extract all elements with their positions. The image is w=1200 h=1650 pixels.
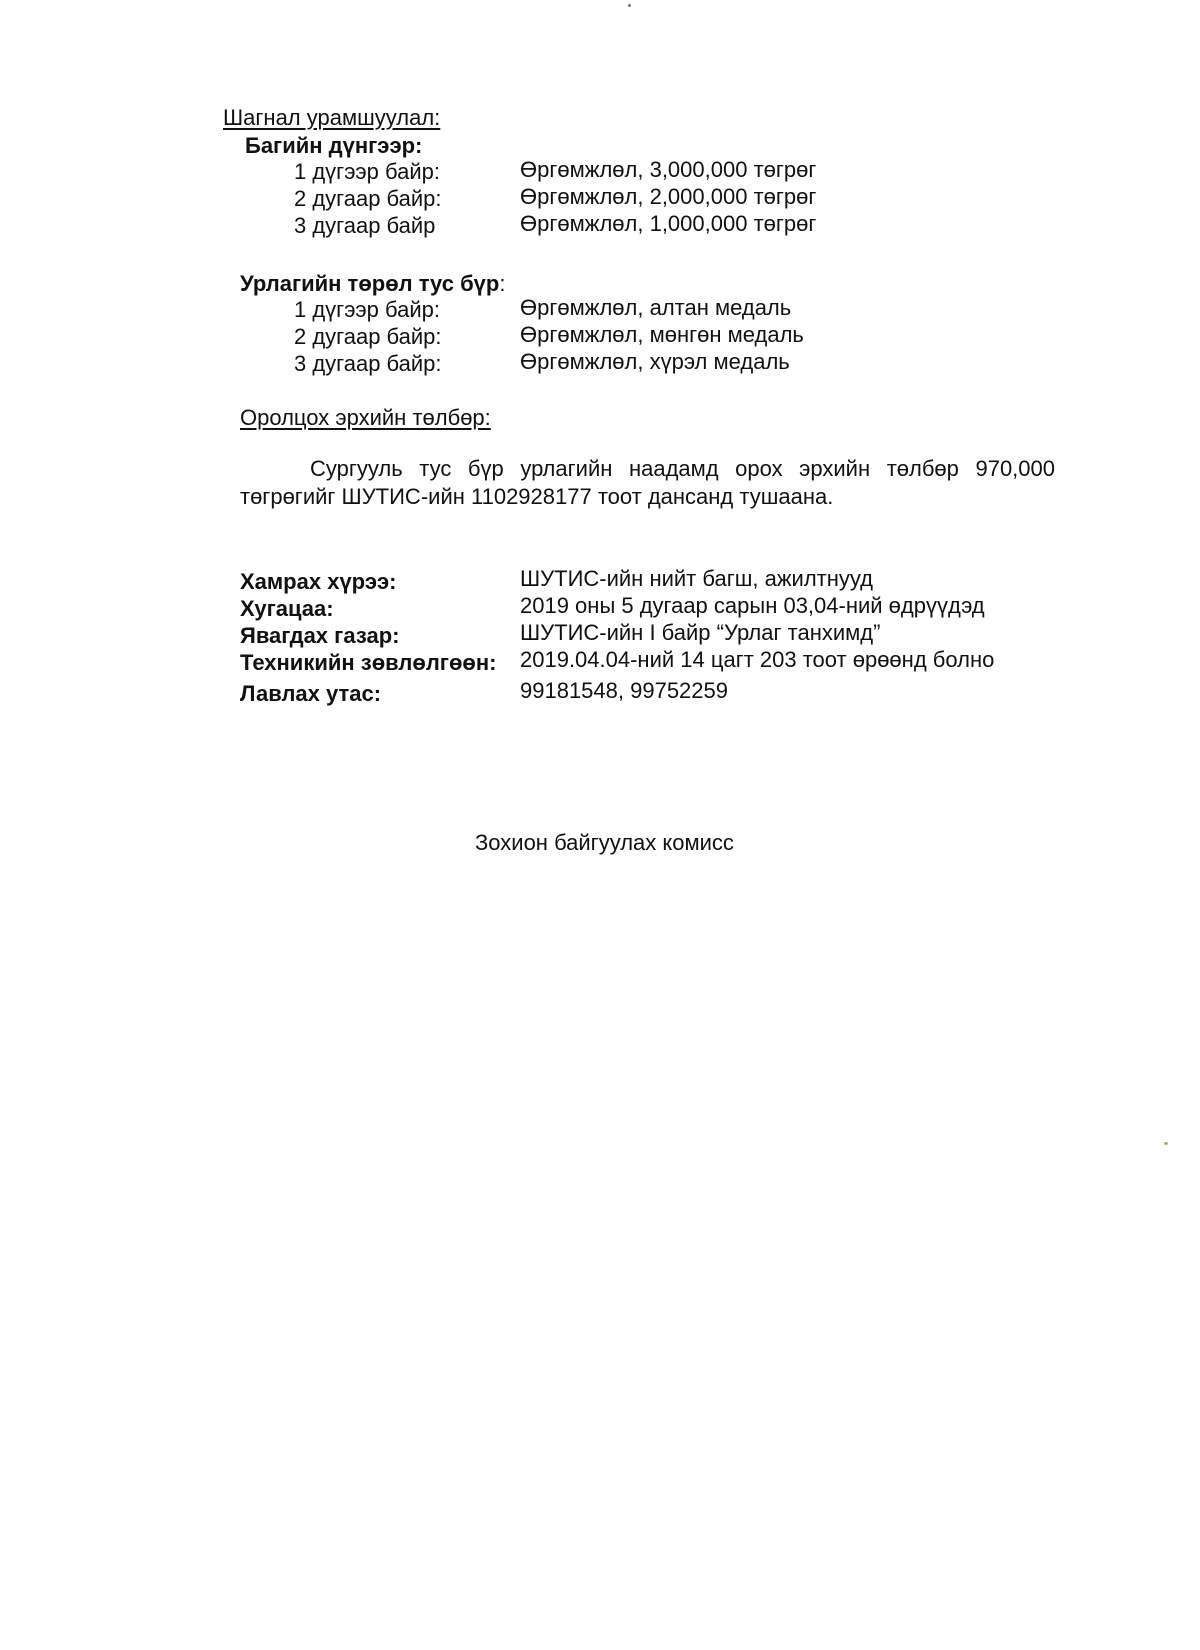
genre-place-2: 2 дугаар байр: bbox=[294, 324, 442, 349]
fee-paragraph: Сургууль тус бүр урлагийн наадамд орох эрхийн төлбөр 970,000 төгрөгийг ШУТИС-ийн 1102928177 тоот дансанд тушаана. bbox=[240, 456, 1055, 509]
info-label-duration: Хугацаа: bbox=[240, 596, 334, 621]
genre-place-3: 3 дугаар байр: bbox=[294, 351, 442, 376]
info-label-phone: Лавлах утас: bbox=[240, 681, 382, 706]
genre-awards-heading bbox=[240, 270, 505, 297]
team-prize-3: Өргөмжлөл, 1,000,000 төгрөг bbox=[520, 211, 817, 236]
genre-prize-3: Өргөмжлөл, хүрэл медаль bbox=[520, 349, 790, 374]
info-value-technical: 2019.04.04-ний 14 цагт 203 тоот өрөөнд болно bbox=[520, 647, 995, 672]
team-place-1: 1 дүгээр байр: bbox=[294, 159, 440, 184]
team-place-2: 2 дугаар байр: bbox=[294, 186, 442, 211]
info-value-phone: 99181548, 99752259 bbox=[520, 678, 728, 703]
genre-awards-heading-colon: : bbox=[499, 271, 506, 296]
fee-heading: Оролцох эрхийн төлбөр: bbox=[240, 405, 491, 430]
info-value-duration: 2019 оны 5 дугаар сарын 03,04-ний өдрүүдэд bbox=[520, 593, 985, 618]
team-awards-heading: Багийн дүнгээр: bbox=[245, 133, 423, 158]
info-value-venue: ШУТИС-ийн I байр “Урлаг танхимд” bbox=[520, 620, 881, 645]
info-label-venue: Явагдах газар: bbox=[240, 623, 400, 648]
scan-speck bbox=[628, 4, 631, 7]
genre-place-1: 1 дүгээр байр: bbox=[294, 297, 440, 322]
info-value-scope: ШУТИС-ийн нийт багш, ажилтнууд bbox=[520, 566, 873, 591]
genre-prize-2: Өргөмжлөл, мөнгөн медаль bbox=[520, 322, 804, 347]
team-prize-2: Өргөмжлөл, 2,000,000 төгрөг bbox=[520, 184, 817, 209]
signature-committee: Зохион байгуулах комисс bbox=[475, 830, 734, 855]
awards-heading: Шагнал урамшуулал: bbox=[223, 105, 441, 130]
info-label-scope: Хамрах хүрээ: bbox=[240, 569, 397, 594]
team-place-3: 3 дугаар байр bbox=[294, 213, 436, 238]
genre-prize-1: Өргөмжлөл, алтан медаль bbox=[520, 295, 792, 320]
scan-speck bbox=[1164, 1142, 1168, 1145]
info-label-technical: Техникийн зөвлөлгөөн: bbox=[240, 650, 497, 675]
team-prize-1: Өргөмжлөл, 3,000,000 төгрөг bbox=[520, 157, 817, 182]
genre-awards-heading-text: Урлагийн төрөл тус бүр bbox=[240, 271, 500, 296]
